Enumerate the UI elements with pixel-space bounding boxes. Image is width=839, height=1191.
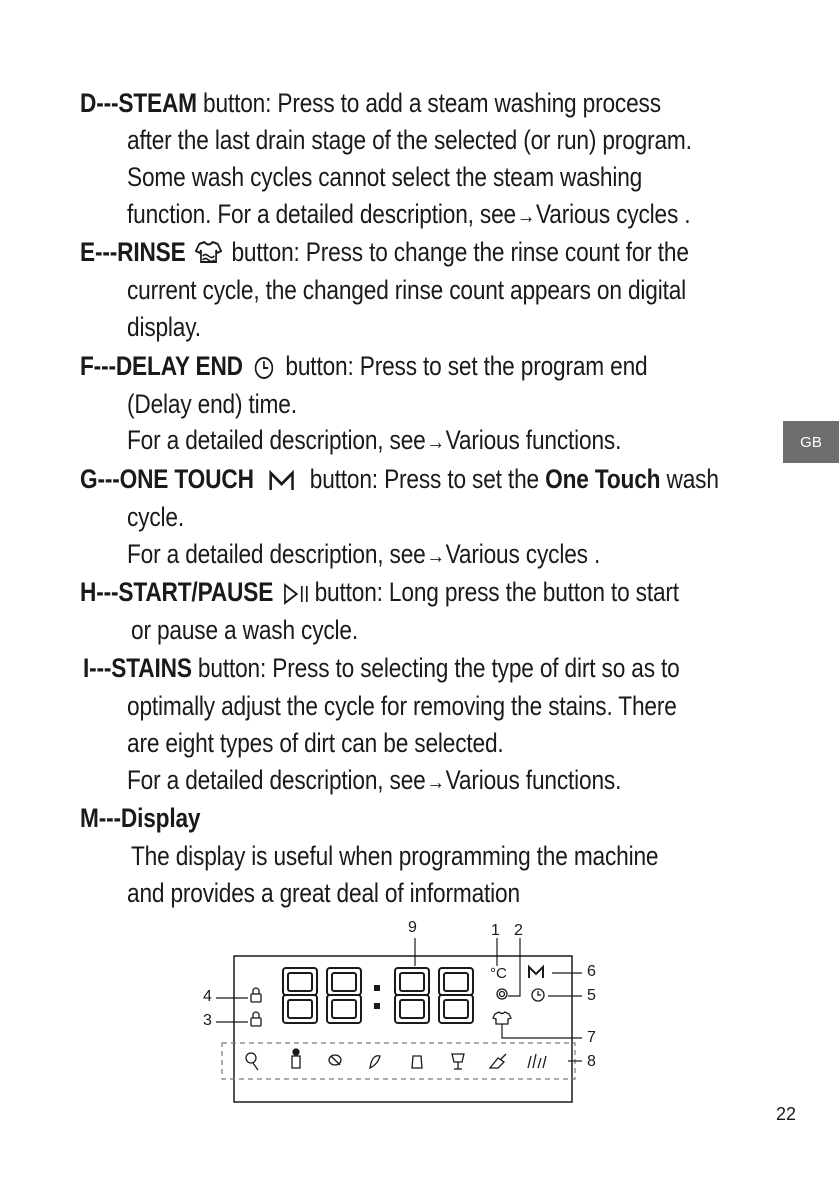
entry-d-line3: Some wash cycles cannot select the steam washing [127, 162, 643, 192]
entry-i-line4: For a detailed description, see→Various functions. [127, 762, 621, 800]
entry-i-line2: optimally adjust the cycle for removing the stains. There [127, 691, 677, 721]
steam-icon [497, 989, 507, 999]
entry-e-key: RINSE [117, 237, 186, 267]
stain-icon-5 [412, 1056, 422, 1068]
digit-4 [439, 968, 473, 1023]
rinse-shirt-icon [194, 240, 223, 268]
digit-2 [327, 968, 361, 1023]
stain-icons [246, 1049, 546, 1070]
callout-4: 4 [203, 988, 212, 1005]
colon [374, 985, 380, 1009]
entry-g-line3: For a detailed description, see→Various cycles . [127, 536, 600, 574]
stain-icon-6 [452, 1054, 464, 1069]
page-number: 22 [776, 1104, 797, 1124]
entry-g-line1: G---ONE TOUCH button: Press to set the One Touch wash [80, 464, 719, 494]
arrow-icon: → [426, 768, 445, 794]
entry-h-key: H---START/PAUSE [80, 577, 274, 607]
entry-m-key: M---Display [80, 803, 201, 833]
entry-h-line2: or pause a wash cycle. [131, 615, 359, 645]
language-tab: GB [783, 421, 839, 463]
arrow-icon: → [426, 542, 445, 568]
stain-icons-area [222, 1043, 575, 1079]
display-diagram [0, 918, 839, 1118]
stain-icon-8 [528, 1054, 546, 1068]
one-touch-m-icon [262, 468, 301, 494]
clock-icon [252, 354, 277, 382]
entry-d-line2: after the last drain stage of the selected (or run) program. [127, 125, 692, 155]
digit-1 [283, 968, 317, 1023]
entry-h-line1: H---START/PAUSE button: Long press the button to start [80, 577, 679, 607]
entry-e-line1: E---RINSE button: Press to change the rinse count for the [80, 237, 689, 267]
entry-f-key: DELAY END [115, 351, 243, 381]
entry-i-key: STAINS [111, 653, 192, 683]
entry-m-line2: The display is useful when programming the machine [131, 841, 659, 871]
arrow-icon: → [426, 428, 445, 454]
entry-m-line1 [80, 800, 200, 836]
callout-2: 2 [514, 922, 523, 939]
entry-d-line1: D---STEAM button: Press to add a steam washing process [80, 88, 661, 118]
entry-d-key: D---STEAM [80, 88, 197, 118]
entry-i-line3: are eight types of dirt can be selected. [127, 728, 504, 758]
display-frame [234, 956, 572, 1102]
entry-m-line3: and provides a great deal of information [127, 878, 520, 908]
callout-7: 7 [587, 1029, 596, 1046]
stain-icon-7 [490, 1054, 506, 1068]
one-touch-small-icon [529, 967, 543, 978]
digit-group [283, 968, 473, 1023]
entry-e-line3: display. [127, 312, 201, 342]
callout-1: 1 [491, 922, 500, 939]
child-lock-icon [251, 988, 261, 1002]
entry-f-line1: F---DELAY END button: Press to set the program end [80, 351, 648, 381]
entry-d-line4: function. For a detailed description, see→Various cycles . [127, 196, 690, 234]
entry-g-key: G---ONE TOUCH [80, 464, 254, 494]
delay-clock-small-icon [532, 989, 544, 1001]
arrow-icon: → [516, 202, 536, 228]
callout-3: 3 [203, 1012, 212, 1029]
entry-f-line3: For a detailed description, see→Various functions. [127, 422, 621, 460]
entry-g-line2: cycle. [127, 502, 184, 532]
callout-5: 5 [587, 987, 596, 1004]
digit-3 [395, 968, 429, 1023]
temp-unit-label: °C [490, 965, 507, 982]
entry-e-line2: current cycle, the changed rinse count appears on digital [127, 275, 687, 305]
rinse-shirt-small-icon [493, 1012, 511, 1024]
entry-i-line1: I---STAINS button: Press to selecting the type of dirt so as to [83, 653, 680, 683]
entry-f-line2: (Delay end) time. [127, 389, 297, 419]
stain-icon-2 [292, 1049, 300, 1068]
callout-9: 9 [408, 919, 417, 936]
callout-6: 6 [587, 963, 596, 980]
play-pause-icon [282, 582, 312, 606]
callout-8: 8 [587, 1053, 596, 1070]
door-lock-icon [251, 1012, 261, 1026]
stain-icon-3 [329, 1055, 341, 1065]
stain-icon-4 [370, 1056, 380, 1068]
stain-icon-1 [246, 1053, 258, 1070]
